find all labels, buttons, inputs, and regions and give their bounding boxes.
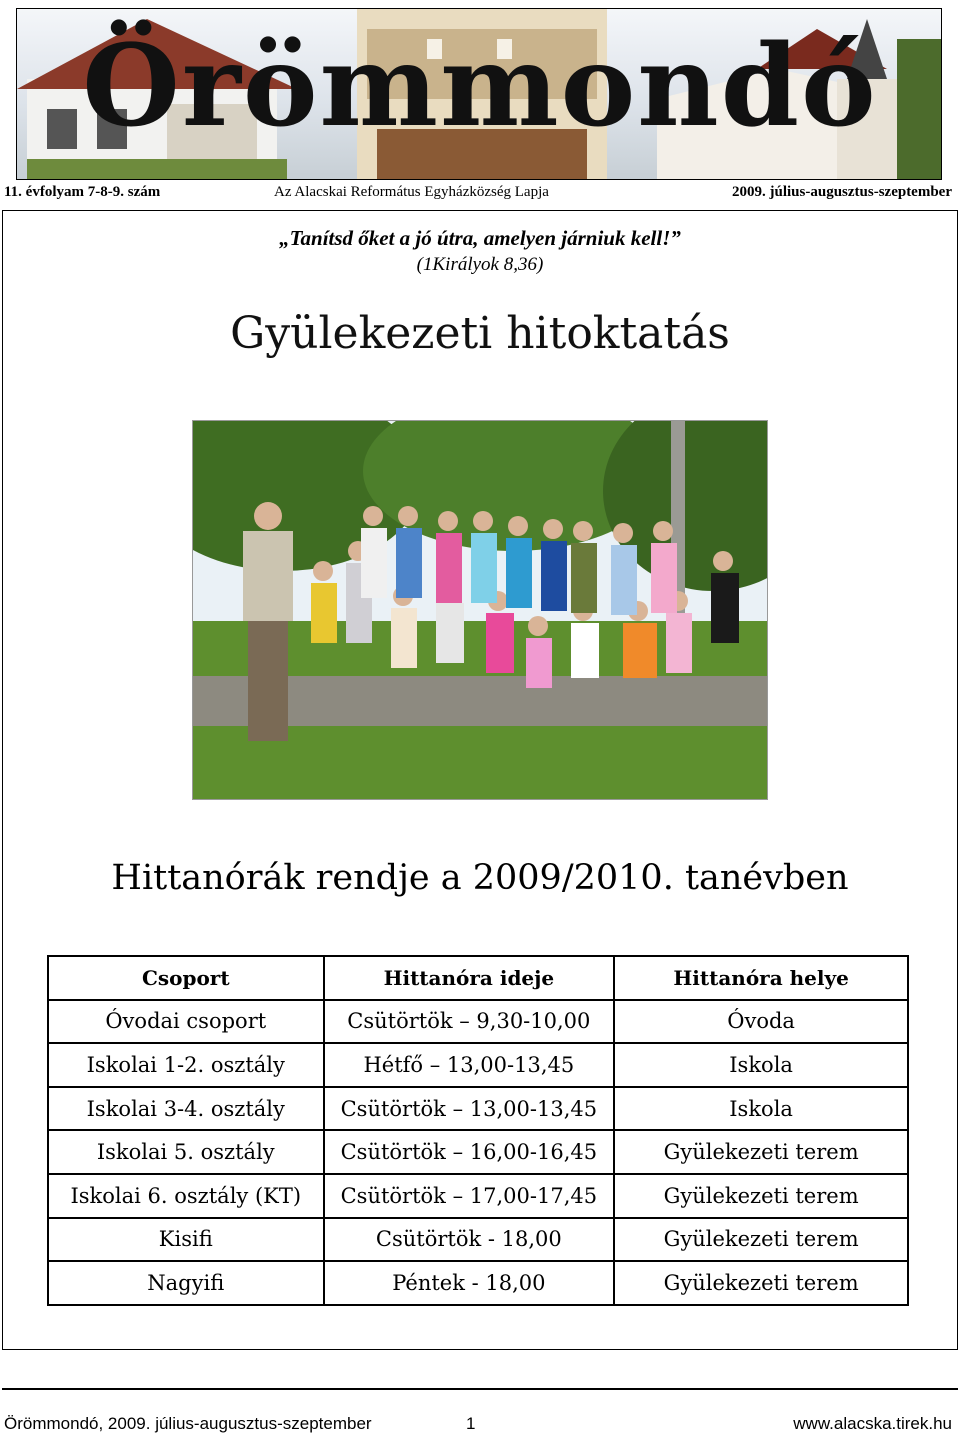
cell-time: Hétfő – 13,00-13,45 [324,1043,615,1087]
cell-time: Csütörtök - 18,00 [324,1218,615,1262]
table-row [48,1261,908,1305]
motto-reference: (1Királyok 8,36) [416,254,544,275]
cell-group: Iskolai 5. osztály [48,1130,324,1174]
cell-group: Óvodai csoport [48,1000,324,1044]
cell-place: Gyülekezeti terem [614,1261,908,1305]
header-place: Hittanóra helye [614,956,908,1000]
schedule-table [47,955,909,1306]
cell-place: Gyülekezeti terem [614,1130,908,1174]
group-photo [192,420,768,800]
table-row [48,1087,908,1131]
table-row [48,1174,908,1218]
cell-time: Péntek - 18,00 [324,1261,615,1305]
group-photo-illustration [193,421,768,800]
issue-volume: 11. évfolyam 7-8-9. szám [4,184,161,200]
schedule-title: Hittanórák rendje a 2009/2010. tanévben [111,858,849,898]
page-title: Gyülekezeti hitoktatás [230,308,730,359]
header-time: Hittanóra ideje [324,956,615,1000]
footer-page-number: 1 [466,1414,476,1433]
issue-publication: Az Alacskai Református Egyházközség Lapja [274,184,549,200]
footer-publication: Örömmondó, 2009. július-augusztus-szeptember [4,1414,372,1433]
motto-quote: „Tanítsd őket a jó útra, amelyen járniuk kell!” [279,226,681,250]
table-row [48,1043,908,1087]
table-row [48,1218,908,1262]
cell-group: Iskolai 3-4. osztály [48,1087,324,1131]
footer-website-link[interactable]: www.alacska.tirek.hu [793,1414,952,1433]
header-group: Csoport [48,956,324,1000]
table-row [48,1000,908,1044]
cell-place: Óvoda [614,1000,908,1044]
cell-time: Csütörtök – 16,00-16,45 [324,1130,615,1174]
cell-time: Csütörtök – 17,00-17,45 [324,1174,615,1218]
table-row [48,1130,908,1174]
issue-date: 2009. július-augusztus-szeptember [732,184,952,200]
cell-place: Gyülekezeti terem [614,1174,908,1218]
cell-group: Nagyifi [48,1261,324,1305]
cell-time: Csütörtök – 13,00-13,45 [324,1087,615,1131]
cell-place: Iskola [614,1087,908,1131]
cell-group: Iskolai 1-2. osztály [48,1043,324,1087]
cell-place: Iskola [614,1043,908,1087]
footer-divider [2,1388,958,1390]
cell-time: Csütörtök – 9,30-10,00 [324,1000,615,1044]
masthead-banner [16,8,942,180]
cell-place: Gyülekezeti terem [614,1218,908,1262]
masthead-title: Örömmondó [82,21,878,152]
cell-group: Iskolai 6. osztály (KT) [48,1174,324,1218]
schedule-header-row [48,956,908,1000]
cell-group: Kisifi [48,1218,324,1262]
